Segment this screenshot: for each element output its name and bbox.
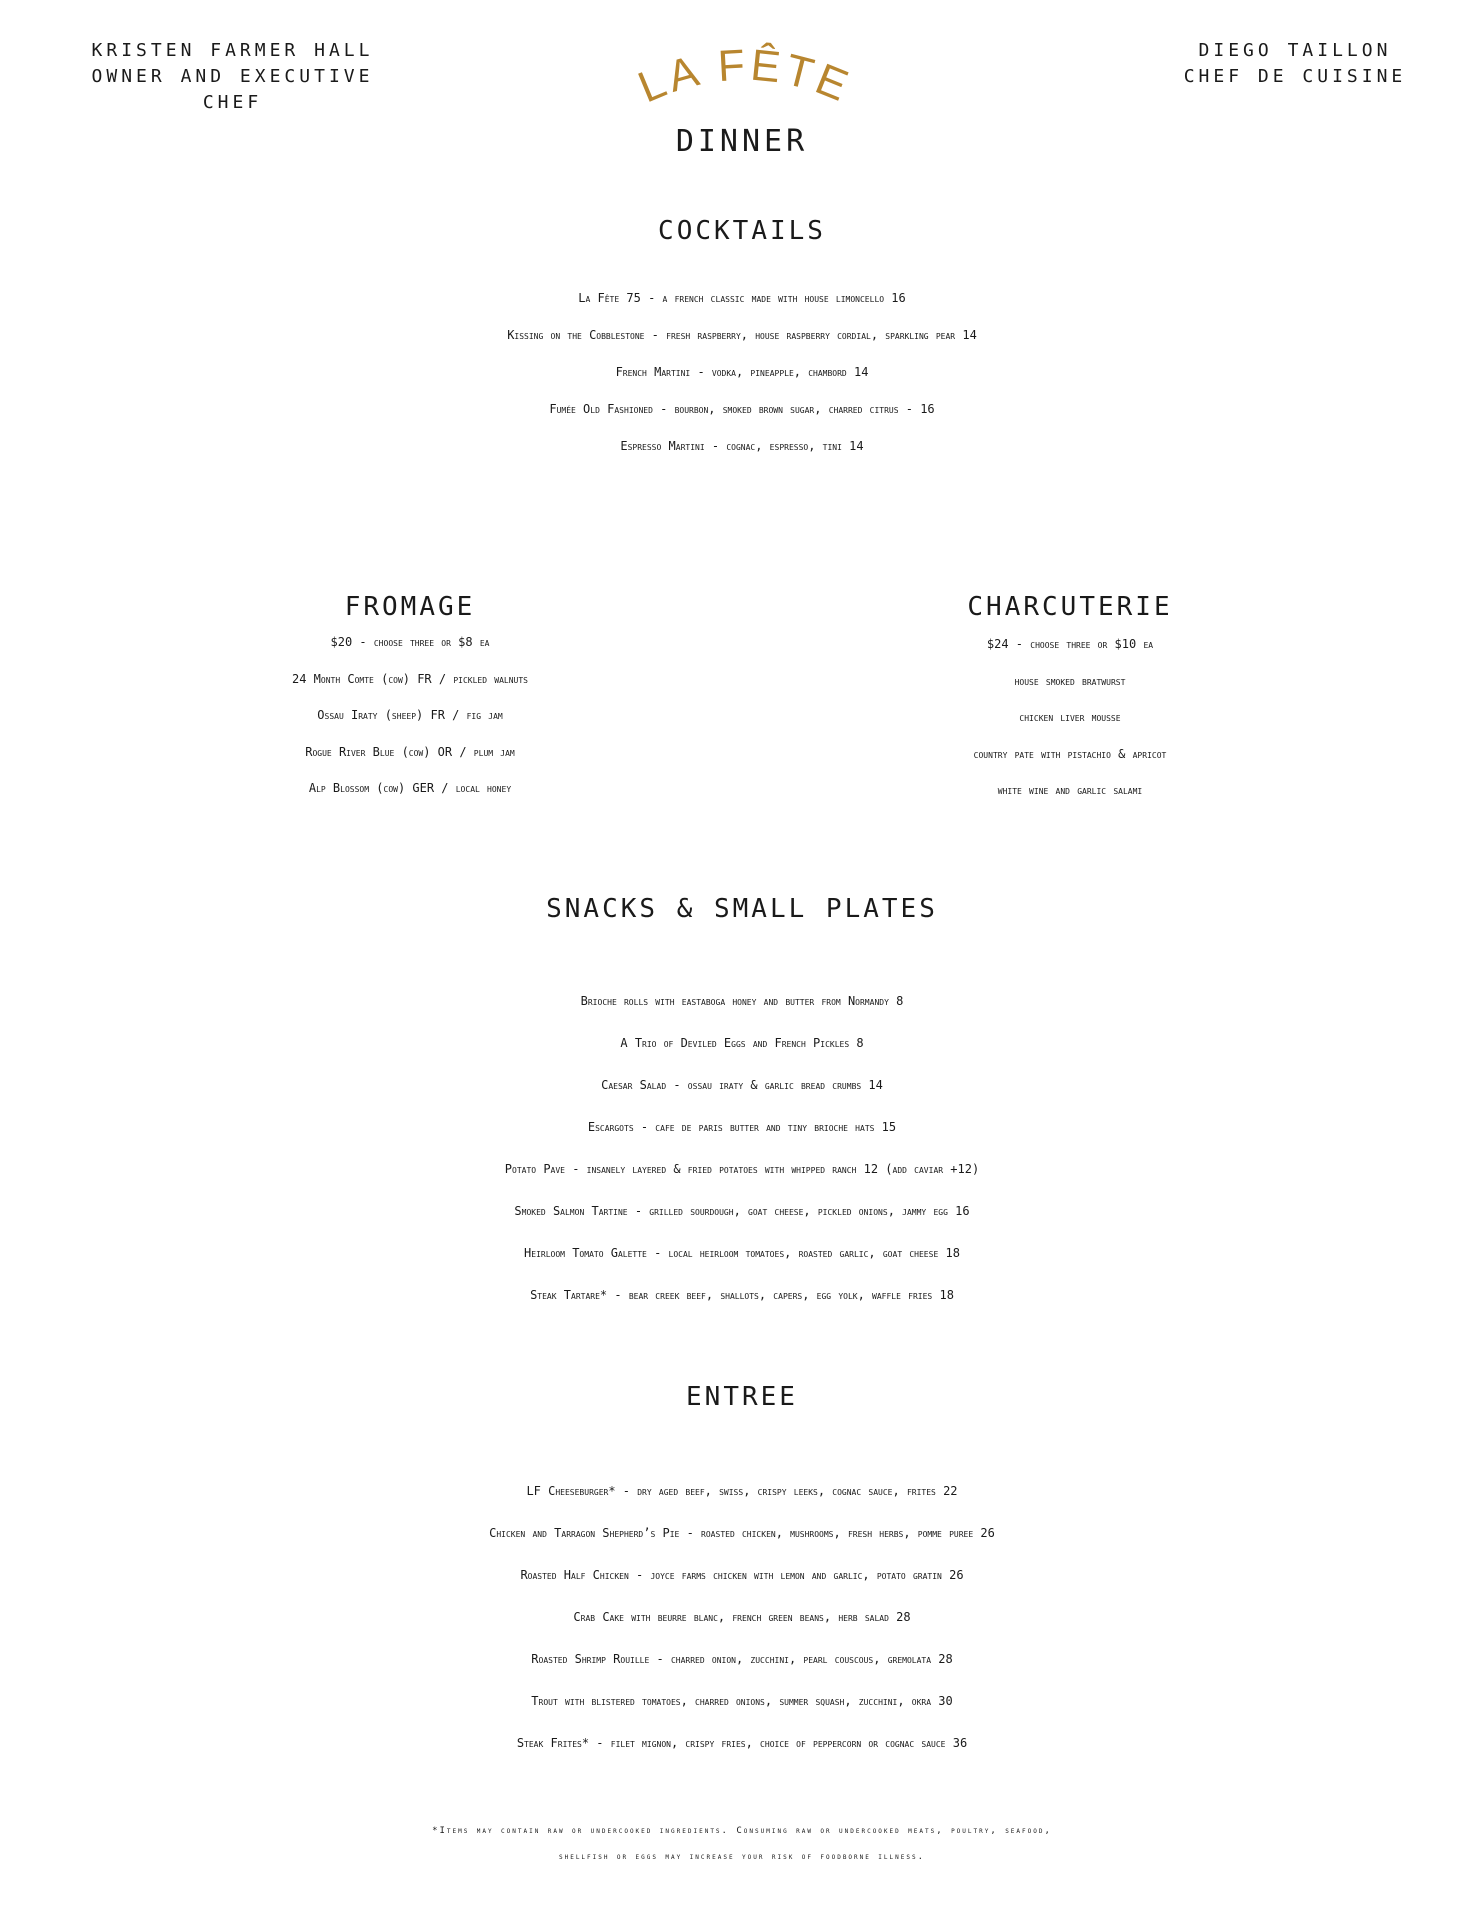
owner-credit [55, 38, 410, 116]
fromage-price: $20 - choose three or $8 ea [330, 635, 490, 649]
snack-item: Steak Tartare* - bear creek beef, shallots, capers, egg yolk, waffle fries 18 [530, 1288, 954, 1302]
entree-heading: ENTREE [686, 1382, 798, 1412]
charcuterie-heading: CHARCUTERIE [967, 592, 1173, 622]
owner-title: OWNER AND EXECUTIVE CHEF [91, 66, 374, 113]
cocktail-item: La Fête 75 - a french classic made with house limoncello 16 [578, 291, 906, 305]
charcuterie-item: chicken liver mousse [1019, 710, 1121, 724]
restaurant-logo [610, 30, 880, 110]
fromage-item: Rogue River Blue (cow) OR / plum jam [305, 744, 515, 759]
snacks-heading: SNACKS & SMALL PLATES [546, 894, 938, 924]
entree-item: LF Cheeseburger* - dry aged beef, swiss, crispy leeks, cognac sauce, frites 22 [526, 1484, 958, 1498]
snack-item: Brioche rolls with eastaboga honey and butter from Normandy 8 [580, 994, 904, 1008]
snack-item: Escargots - cafe de paris butter and tiny brioche hats 15 [587, 1120, 897, 1134]
entree-item: Chicken and Tarragon Shepherd’s Pie - roasted chicken, mushrooms, fresh herbs, pomme puree 26 [489, 1526, 995, 1540]
charcuterie-item: house smoked bratwurst [1014, 673, 1126, 688]
snack-item: Heirloom Tomato Galette - local heirloom tomatoes, roasted garlic, goat cheese 18 [524, 1246, 960, 1260]
menu-title: DINNER [675, 124, 809, 159]
logo-text: LA FÊTE [631, 40, 859, 110]
entree-item: Roasted Half Chicken - joyce farms chicken with lemon and garlic, potato gratin 26 [520, 1568, 964, 1582]
charcuterie-price: $24 - choose three or $10 ea [986, 637, 1154, 651]
charcuterie-item: white wine and garlic salami [997, 783, 1143, 797]
cocktail-item: French Martini - vodka, pineapple, chambord 14 [615, 365, 869, 379]
charcuterie-item: country pate with pistachio & apricot [973, 746, 1167, 761]
snack-item: Smoked Salmon Tartine - grilled sourdough, goat cheese, pickled onions, jammy egg 16 [514, 1204, 970, 1218]
fromage-item: Ossau Iraty (sheep) FR / fig jam [317, 708, 503, 722]
snack-item: Potato Pave - insanely layered & fried potatoes with whipped ranch 12 (add caviar +12) [504, 1162, 980, 1176]
owner-name: KRISTEN FARMER HALL [91, 40, 374, 61]
chef-name: DIEGO TAILLON [1198, 40, 1392, 61]
entree-item: Roasted Shrimp Rouille - charred onion, zucchini, pearl couscous, gremolata 28 [531, 1652, 953, 1666]
footnote-line: shellfish or eggs may increase your risk of foodborne illness. [558, 1852, 926, 1862]
entree-list [0, 1470, 1484, 1764]
snack-item: A Trio of Deviled Eggs and French Pickles 8 [620, 1036, 864, 1050]
footnote-line: *Items may contain raw or undercooked ingredients. Consuming raw or undercooked meats, poultry, seafood, [432, 1826, 1052, 1836]
fromage-item: 24 Month Comte (cow) FR / pickled walnuts [291, 671, 528, 686]
snack-item: Caesar Salad - ossau iraty & garlic bread crumbs 14 [601, 1078, 883, 1092]
cocktail-item: Fumée Old Fashioned - bourbon, smoked brown sugar, charred citrus - 16 [549, 402, 935, 416]
cocktails-heading: COCKTAILS [658, 216, 826, 246]
fromage-item: Alp Blossom (cow) GER / local honey [308, 781, 512, 795]
snacks-list [0, 980, 1484, 1316]
chef-credit [1160, 38, 1430, 90]
cocktail-item: Espresso Martini - cognac, espresso, tini 14 [620, 439, 864, 453]
entree-item: Crab Cake with beurre blanc, french green beans, herb salad 28 [573, 1610, 911, 1624]
charcuterie-section [765, 592, 1375, 809]
allergen-footnote [0, 1818, 1484, 1870]
entree-item: Steak Frites* - filet mignon, crispy fries, choice of peppercorn or cognac sauce 36 [516, 1736, 968, 1750]
fromage-section [70, 592, 750, 807]
cocktails-list [0, 280, 1484, 465]
entree-item: Trout with blistered tomatoes, charred onions, summer squash, zucchini, okra 30 [531, 1694, 953, 1708]
chef-title: CHEF DE CUISINE [1183, 66, 1407, 87]
fromage-heading: FROMAGE [344, 592, 476, 622]
cocktail-item: Kissing on the Cobblestone - fresh raspberry, house raspberry cordial, sparkling pear 14 [507, 328, 977, 342]
svg-text:LA FÊTE [631, 41, 858, 110]
